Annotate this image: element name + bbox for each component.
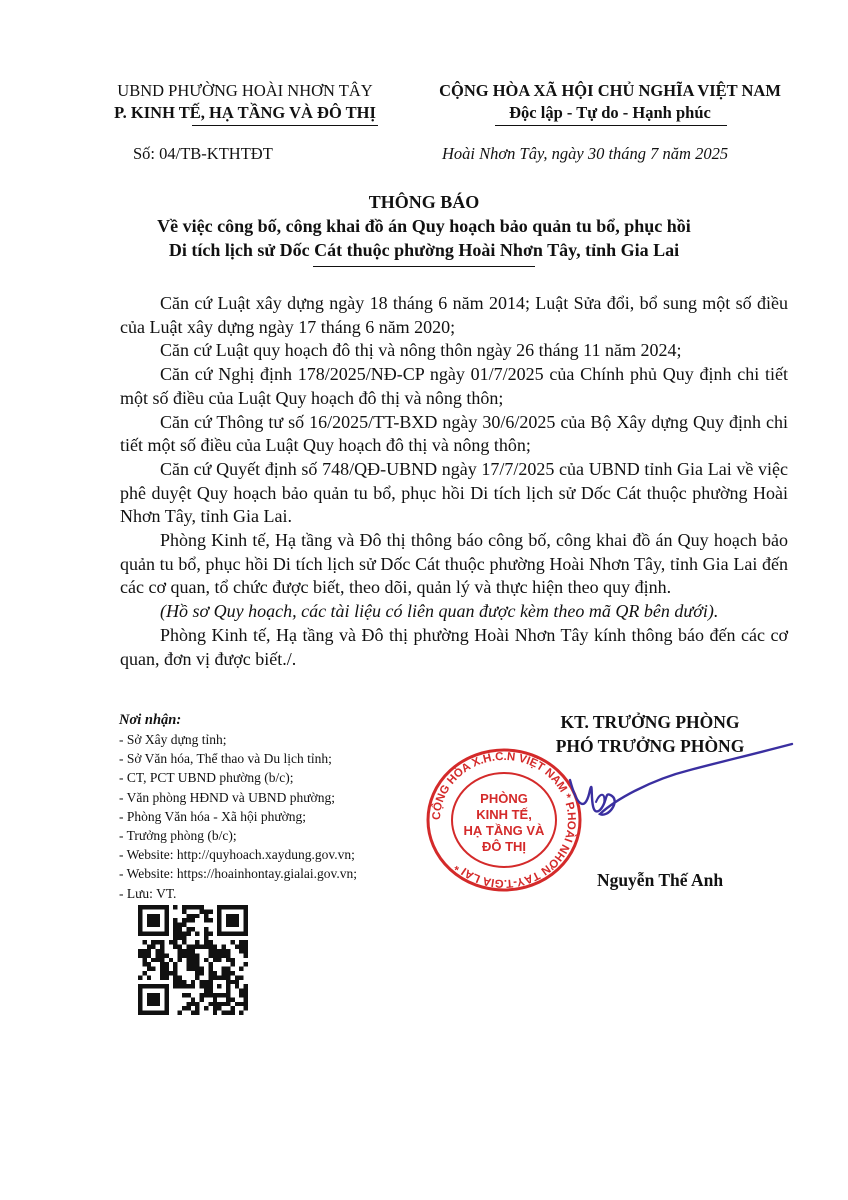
svg-text:CỘNG HÒA X.H.C.N VIỆT NAM * P.: CỘNG HÒA X.H.C.N VIỆT NAM * P.HOÀI NHƠN TÂY-T.GIA LAI * bbox=[430, 750, 578, 890]
body-paragraph: Căn cứ Thông tư số 16/2025/TT-BXD ngày 30/6/2025 của Bộ Xây dựng Quy định chi tiết một số điều của Luật Quy hoạch đô thị và nông thôn; bbox=[120, 411, 788, 456]
national-motto bbox=[405, 80, 815, 124]
recipient-item: - CT, PCT UBND phường (b/c); bbox=[119, 770, 294, 786]
body-note: (Hồ sơ Quy hoạch, các tài liệu có liên quan được kèm theo mã QR bên dưới). bbox=[160, 601, 719, 622]
body-paragraph: Căn cứ Luật quy hoạch đô thị và nông thôn ngày 26 tháng 11 năm 2024; bbox=[160, 340, 682, 361]
national-title: CỘNG HÒA XÃ HỘI CHỦ NGHĨA VIỆT NAM bbox=[439, 81, 781, 100]
svg-text:ĐÔ THỊ: ĐÔ THỊ bbox=[481, 839, 527, 854]
agency-name: P. KINH TẾ, HẠ TẦNG VÀ ĐÔ THỊ bbox=[114, 103, 376, 122]
recipient-item: - Website: https://hoainhontay.gialai.gov.vn; bbox=[119, 866, 358, 882]
title-heading: THÔNG BÁO bbox=[368, 192, 480, 212]
signature-title-line2: PHÓ TRƯỞNG PHÒNG bbox=[555, 736, 745, 756]
recipient-item: - Lưu: VT. bbox=[119, 885, 177, 901]
issuing-agency bbox=[80, 80, 410, 124]
body-paragraph: Phòng Kinh tế, Hạ tầng và Đô thị thông báo công bố, công khai đồ án Quy hoạch bảo quản tu bổ, phục hồi Di tích lịch sử Dốc Cát thuộc phường Hoài Nhơn Tây, tỉnh Gia Lai đến các cơ quan, tổ chức được biết, theo dõi, quản lý và thực hiện theo quy định. bbox=[120, 530, 788, 598]
title-subject-line1: Về việc công bố, công khai đồ án Quy hoạch bảo quản tu bổ, phục hồi bbox=[157, 216, 691, 236]
recipients-title: Nơi nhận: bbox=[119, 712, 182, 728]
body-paragraph: Căn cứ Quyết định số 748/QĐ-UBND ngày 17/7/2025 của UBND tỉnh Gia Lai về việc phê duyệt Quy hoạch bảo quản tu bổ, phục hồi Di tích lịch sử Dốc Cát thuộc phường Hoài Nhơn Tây, tỉnh Gia Lai. bbox=[120, 458, 788, 527]
motto-underline bbox=[495, 125, 727, 126]
agency-underline bbox=[192, 125, 378, 126]
document-date: Hoài Nhơn Tây, ngày 30 tháng 7 năm 2025 bbox=[442, 144, 729, 163]
motto: Độc lập - Tự do - Hạnh phúc bbox=[509, 103, 711, 122]
svg-text:KINH TẾ,: KINH TẾ, bbox=[476, 807, 532, 822]
signer-name: Nguyễn Thế Anh bbox=[596, 870, 724, 890]
body-paragraph: Căn cứ Nghị định 178/2025/NĐ-CP ngày 01/7/2025 của Chính phủ Quy định chi tiết một số điều của Luật Quy hoạch đô thị và nông thôn; bbox=[120, 364, 788, 408]
handwritten-signature bbox=[560, 740, 800, 840]
document-number: Số: 04/TB-KTHTĐT bbox=[133, 144, 273, 163]
svg-text:PHÒNG: PHÒNG bbox=[480, 791, 528, 806]
recipients-block bbox=[119, 711, 449, 903]
recipient-item: - Sở Xây dựng tỉnh; bbox=[119, 732, 227, 747]
recipient-item: - Văn phòng HĐND và UBND phường; bbox=[119, 789, 335, 805]
body-paragraph: Phòng Kinh tế, Hạ tầng và Đô thị phường Hoài Nhơn Tây kính thông báo đến các cơ quan, đơn vị được biết./. bbox=[120, 624, 788, 669]
recipient-item: - Website: http://quyhoach.xaydung.gov.vn; bbox=[119, 847, 355, 863]
document-body bbox=[120, 292, 788, 671]
body-paragraph: Căn cứ Luật xây dựng ngày 18 tháng 6 năm 2014; Luật Sửa đổi, bổ sung một số điều của Luật xây dựng ngày 17 tháng 6 năm 2020; bbox=[120, 293, 788, 337]
recipients-list bbox=[119, 730, 449, 903]
title-underline bbox=[313, 266, 535, 267]
agency-parent: UBND PHƯỜNG HOÀI NHƠN TÂY bbox=[117, 81, 373, 100]
signature-title-line1: KT. TRƯỞNG PHÒNG bbox=[560, 712, 740, 732]
qr-code[interactable] bbox=[138, 905, 248, 1015]
svg-text:HẠ TẦNG VÀ: HẠ TẦNG VÀ bbox=[463, 823, 545, 838]
recipient-item: - Sở Văn hóa, Thể thao và Du lịch tỉnh; bbox=[119, 751, 332, 767]
title-subject-line2: Di tích lịch sử Dốc Cát thuộc phường Hoài Nhơn Tây, tỉnh Gia Lai bbox=[168, 240, 680, 260]
recipient-item: - Phòng Văn hóa - Xã hội phường; bbox=[119, 808, 307, 824]
document-title bbox=[80, 190, 768, 267]
recipient-item: - Trưởng phòng (b/c); bbox=[119, 828, 237, 844]
